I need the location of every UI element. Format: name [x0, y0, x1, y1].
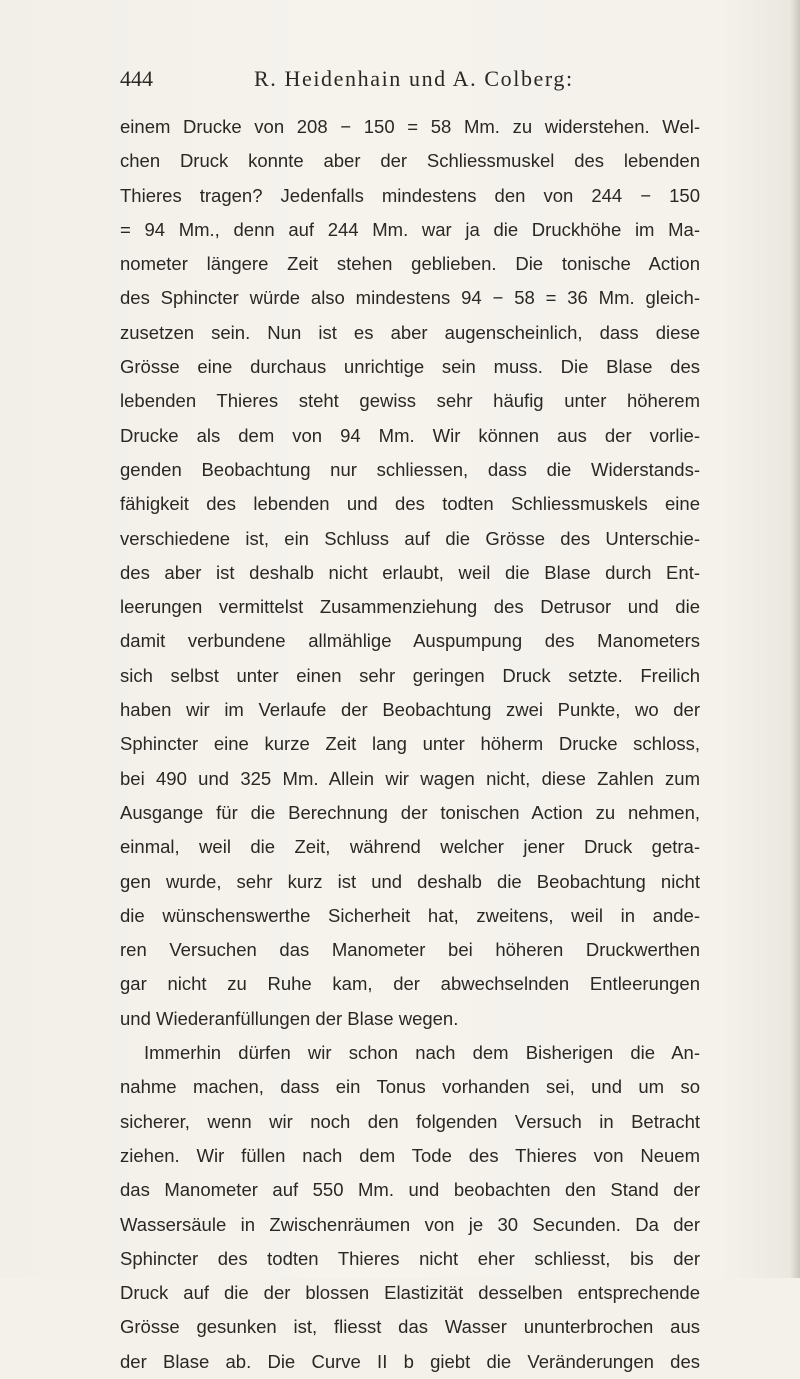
text-line: fähigkeit des lebenden und des todten Schliessmuskels eine: [120, 493, 700, 515]
text-line: Sphincter eine kurze Zeit lang unter höherm Drucke schloss,: [120, 733, 700, 755]
running-head-title: R. Heidenhain und A. Colberg:: [254, 66, 574, 91]
text-line: zusetzen sein. Nun ist es aber augenscheinlich, dass diese: [120, 321, 700, 343]
text-line: des Sphincter würde also mindestens 94 − 58 = 36 Mm. gleich-: [120, 287, 700, 309]
page-edge-shadow: [790, 0, 800, 1278]
text-line: Grösse gesunken ist, fliesst das Wasser ununterbrochen aus: [120, 1316, 700, 1338]
text-line: Druck auf die der blossen Elastizität desselben entsprechende: [120, 1282, 700, 1304]
text-line: Grösse eine durchaus unrichtige sein muss. Die Blase des: [120, 356, 700, 378]
text-line: Drucke als dem von 94 Mm. Wir können aus der vorlie-: [120, 424, 700, 446]
text-line: leerungen vermittelst Zusammenziehung des Detrusor und die: [120, 596, 700, 618]
paragraph-start-line: Immerhin dürfen wir schon nach dem Bisherigen die An-: [144, 1042, 700, 1064]
text-line: gen wurde, sehr kurz ist und deshalb die Beobachtung nicht: [120, 870, 700, 892]
text-line: ziehen. Wir füllen nach dem Tode des Thieres von Neuem: [120, 1144, 700, 1166]
text-line: sich selbst unter einen sehr geringen Druck setzte. Freilich: [120, 664, 700, 686]
text-line: bei 490 und 325 Mm. Allein wir wagen nicht, diese Zahlen zum: [120, 767, 700, 789]
text-line: ren Versuchen das Manometer bei höheren Druckwerthen: [120, 939, 700, 961]
text-line: chen Druck konnte aber der Schliessmuskel des lebenden: [120, 150, 700, 172]
text-line: haben wir im Verlaufe der Beobachtung zwei Punkte, wo der: [120, 699, 700, 721]
text-line: der Blase ab. Die Curve II b giebt die Veränderungen des: [120, 1350, 700, 1372]
text-line: Ausgange für die Berechnung der tonischen Action zu nehmen,: [120, 801, 700, 823]
text-line: einmal, weil die Zeit, während welcher jener Druck getra-: [120, 836, 700, 858]
text-line: sicherer, wenn wir noch den folgenden Versuch in Betracht: [120, 1110, 700, 1132]
text-line: = 94 Mm., denn auf 244 Mm. war ja die Druckhöhe im Ma-: [120, 218, 700, 240]
text-line: nometer längere Zeit stehen geblieben. Die tonische Action: [120, 253, 700, 275]
text-line: lebenden Thieres steht gewiss sehr häufig unter höherem: [120, 390, 700, 412]
text-line: damit verbundene allmählige Auspumpung des Manometers: [120, 630, 700, 652]
text-line: genden Beobachtung nur schliessen, dass die Widerstands-: [120, 458, 700, 480]
text-line: das Manometer auf 550 Mm. und beobachten den Stand der: [120, 1179, 700, 1201]
text-line: Wassersäule in Zwischenräumen von je 30 Secunden. Da der: [120, 1213, 700, 1235]
body-text: [120, 110, 700, 1379]
text-line: die wünschenswerthe Sicherheit hat, zweitens, weil in ande-: [120, 904, 700, 926]
text-line: gar nicht zu Ruhe kam, der abwechselnden Entleerungen: [120, 973, 700, 995]
text-line: verschiedene ist, ein Schluss auf die Grösse des Unterschie-: [120, 527, 700, 549]
paragraph-end-line: und Wiederanfüllungen der Blase wegen.: [120, 1007, 459, 1029]
text-line: Thieres tragen? Jedenfalls mindestens den von 244 − 150: [120, 184, 700, 206]
text-line: Sphincter des todten Thieres nicht eher schliesst, bis der: [120, 1247, 700, 1269]
page-number: 444: [120, 66, 153, 91]
text-line: einem Drucke von 208 − 150 = 58 Mm. zu widerstehen. Wel-: [120, 116, 700, 137]
running-head: [120, 66, 720, 96]
text-line: nahme machen, dass ein Tonus vorhanden sei, und um so: [120, 1076, 700, 1098]
text-line: des aber ist deshalb nicht erlaubt, weil die Blase durch Ent-: [120, 561, 700, 583]
